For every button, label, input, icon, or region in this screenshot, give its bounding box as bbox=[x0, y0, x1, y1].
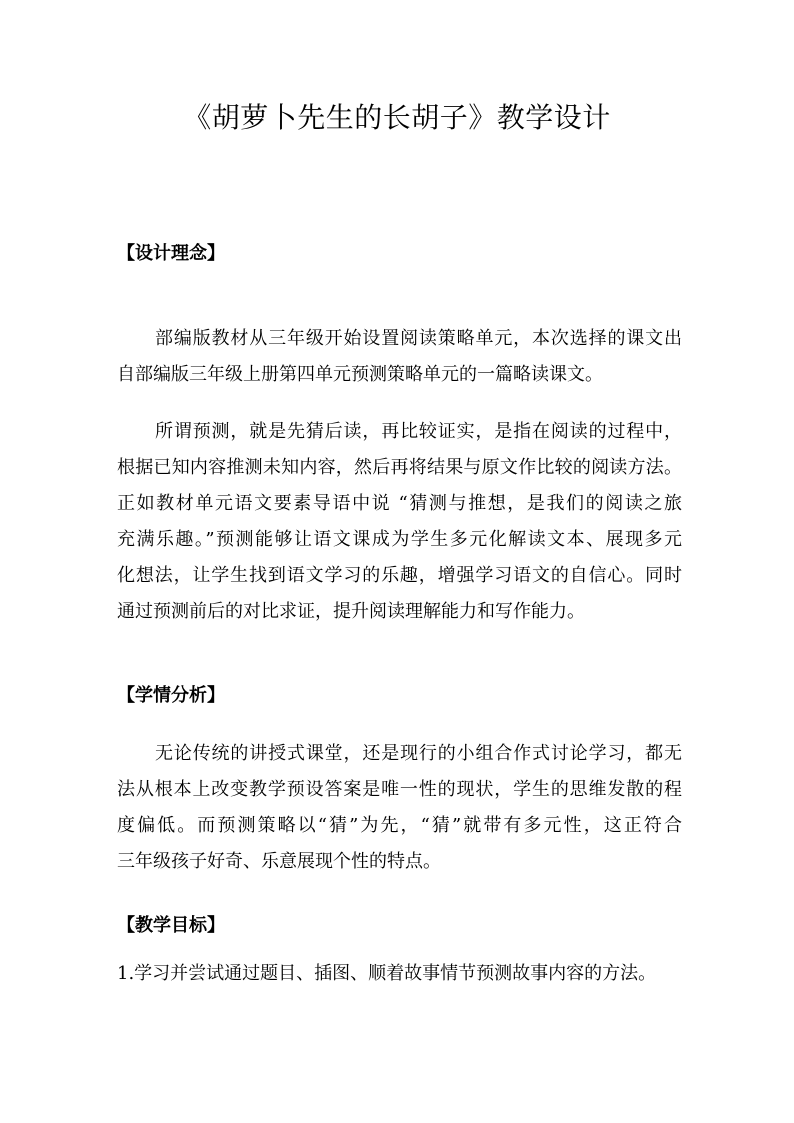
section-heading-design-concept: 【设计理念】 bbox=[117, 243, 225, 264]
document-title: 《胡萝卜先生的长胡子》教学设计 bbox=[183, 101, 611, 134]
list-teaching-goals bbox=[117, 956, 682, 992]
paragraph-line: 正如教材单元语文要素导语中说 “猜测与推想，是我们的阅读之旅 bbox=[117, 493, 682, 514]
paragraph-line: 法从根本上改变教学预设答案是唯一性的现状，学生的思维发散的程 bbox=[117, 779, 682, 800]
paragraph-line: 部编版教材从三年级开始设置阅读策略单元，本次选择的课文出 bbox=[155, 328, 682, 349]
paragraph-line: 充满乐趣。”预测能够让语文课成为学生多元化解读文本、展现多元 bbox=[117, 529, 682, 550]
paragraph-design-concept-2 bbox=[117, 414, 682, 630]
paragraph-design-concept-1 bbox=[117, 321, 682, 393]
paragraph-line: 三年级孩子好奇、乐意展现个性的特点。 bbox=[117, 851, 441, 872]
paragraph-line: 所谓预测，就是先猜后读，再比较证实，是指在阅读的过程中， bbox=[155, 421, 682, 442]
section-heading-teaching-goals: 【教学目标】 bbox=[117, 915, 225, 936]
paragraph-line: 无论传统的讲授式课堂，还是现行的小组合作式讨论学习，都无 bbox=[155, 743, 682, 764]
paragraph-learner-analysis bbox=[117, 736, 682, 880]
paragraph-line: 度偏低。而预测策略以“猜”为先，“猜”就带有多元性，这正符合 bbox=[117, 815, 682, 836]
paragraph-line: 自部编版三年级上册第四单元预测策略单元的一篇略读课文。 bbox=[117, 364, 603, 385]
list-item: 1.学习并尝试通过题目、插图、顺着故事情节预测故事内容的方法。 bbox=[117, 963, 657, 984]
section-heading-learner-analysis: 【学情分析】 bbox=[117, 685, 225, 706]
paragraph-line: 化想法，让学生找到语文学习的乐趣，增强学习语文的自信心。同时 bbox=[117, 565, 682, 586]
paragraph-line: 根据已知内容推测未知内容，然后再将结果与原文作比较的阅读方法。 bbox=[117, 457, 682, 478]
paragraph-line: 通过预测前后的对比求证，提升阅读理解能力和写作能力。 bbox=[117, 601, 585, 622]
